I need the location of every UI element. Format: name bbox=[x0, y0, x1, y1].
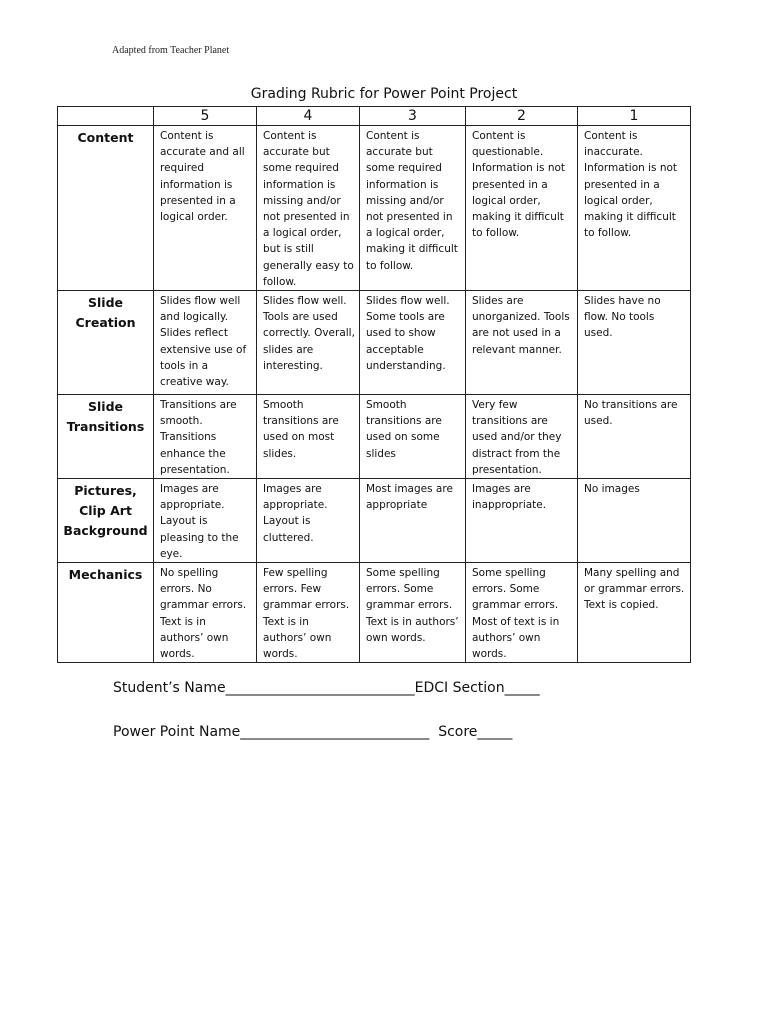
power-point-name-line: Power Point Name___________________________ Score_____ bbox=[113, 724, 513, 740]
header-row bbox=[58, 107, 691, 126]
criterion-label: Slide Transitions bbox=[58, 395, 154, 479]
criterion-label: Content bbox=[58, 126, 154, 291]
rubric-cell: Images are appropriate. Layout is cluttered. bbox=[257, 479, 360, 563]
criterion-label: Pictures, Clip Art Background bbox=[58, 479, 154, 563]
rubric-cell: Few spelling errors. Few grammar errors. Text is in authors’ own words. bbox=[257, 563, 360, 663]
rubric-table bbox=[57, 106, 691, 663]
rubric-cell: No spelling errors. No grammar errors. Text is in authors’ own words. bbox=[154, 563, 257, 663]
rubric-cell: Images are inappropriate. bbox=[466, 479, 578, 563]
rubric-cell: Content is inaccurate. Information is not presented in a logical order, making it difficult to follow. bbox=[578, 126, 691, 291]
table-row bbox=[58, 126, 691, 291]
table-row bbox=[58, 395, 691, 479]
criterion-label: Slide Creation bbox=[58, 291, 154, 395]
rubric-cell: Slides flow well. Tools are used correctly. Overall, slides are interesting. bbox=[257, 291, 360, 395]
rubric-cell: Slides flow well and logically. Slides reflect extensive use of tools in a creative way. bbox=[154, 291, 257, 395]
rubric-cell: Slides flow well. Some tools are used to show acceptable understanding. bbox=[360, 291, 466, 395]
rubric-cell: Most images are appropriate bbox=[360, 479, 466, 563]
rubric-cell: Smooth transitions are used on some slides bbox=[360, 395, 466, 479]
score-header: 4 bbox=[257, 107, 360, 126]
student-name-line: Student’s Name___________________________EDCI Section_____ bbox=[113, 680, 540, 696]
criterion-label: Mechanics bbox=[58, 563, 154, 663]
score-header: 3 bbox=[360, 107, 466, 126]
score-header: 1 bbox=[578, 107, 691, 126]
rubric-cell: Some spelling errors. Some grammar errors. Text is in authors’ own words. bbox=[360, 563, 466, 663]
score-header: 5 bbox=[154, 107, 257, 126]
source-note: Adapted from Teacher Planet bbox=[112, 45, 230, 56]
rubric-cell: Smooth transitions are used on most slides. bbox=[257, 395, 360, 479]
score-header: 2 bbox=[466, 107, 578, 126]
rubric-cell: Content is questionable. Information is not presented in a logical order, making it difficult to follow. bbox=[466, 126, 578, 291]
rubric-cell: Slides have no flow. No tools used. bbox=[578, 291, 691, 395]
rubric-cell: No images bbox=[578, 479, 691, 563]
corner-cell bbox=[58, 107, 154, 126]
rubric-cell: Some spelling errors. Some grammar errors. Most of text is in authors’ own words. bbox=[466, 563, 578, 663]
rubric-cell: Very few transitions are used and/or they distract from the presentation. bbox=[466, 395, 578, 479]
rubric-cell: Content is accurate but some required information is missing and/or not presented in a logical order, but is still generally easy to follow. bbox=[257, 126, 360, 291]
page-title: Grading Rubric for Power Point Project bbox=[250, 86, 518, 102]
table-row bbox=[58, 291, 691, 395]
rubric-cell: No transitions are used. bbox=[578, 395, 691, 479]
table-row bbox=[58, 479, 691, 563]
rubric-cell: Content is accurate but some required information is missing and/or not presented in a logical order, making it difficult to follow. bbox=[360, 126, 466, 291]
table-row bbox=[58, 563, 691, 663]
rubric-cell: Images are appropriate. Layout is pleasing to the eye. bbox=[154, 479, 257, 563]
rubric-cell: Content is accurate and all required information is presented in a logical order. bbox=[154, 126, 257, 291]
rubric-cell: Many spelling and or grammar errors. Text is copied. bbox=[578, 563, 691, 663]
rubric-cell: Slides are unorganized. Tools are not used in a relevant manner. bbox=[466, 291, 578, 395]
rubric-cell: Transitions are smooth. Transitions enhance the presentation. bbox=[154, 395, 257, 479]
